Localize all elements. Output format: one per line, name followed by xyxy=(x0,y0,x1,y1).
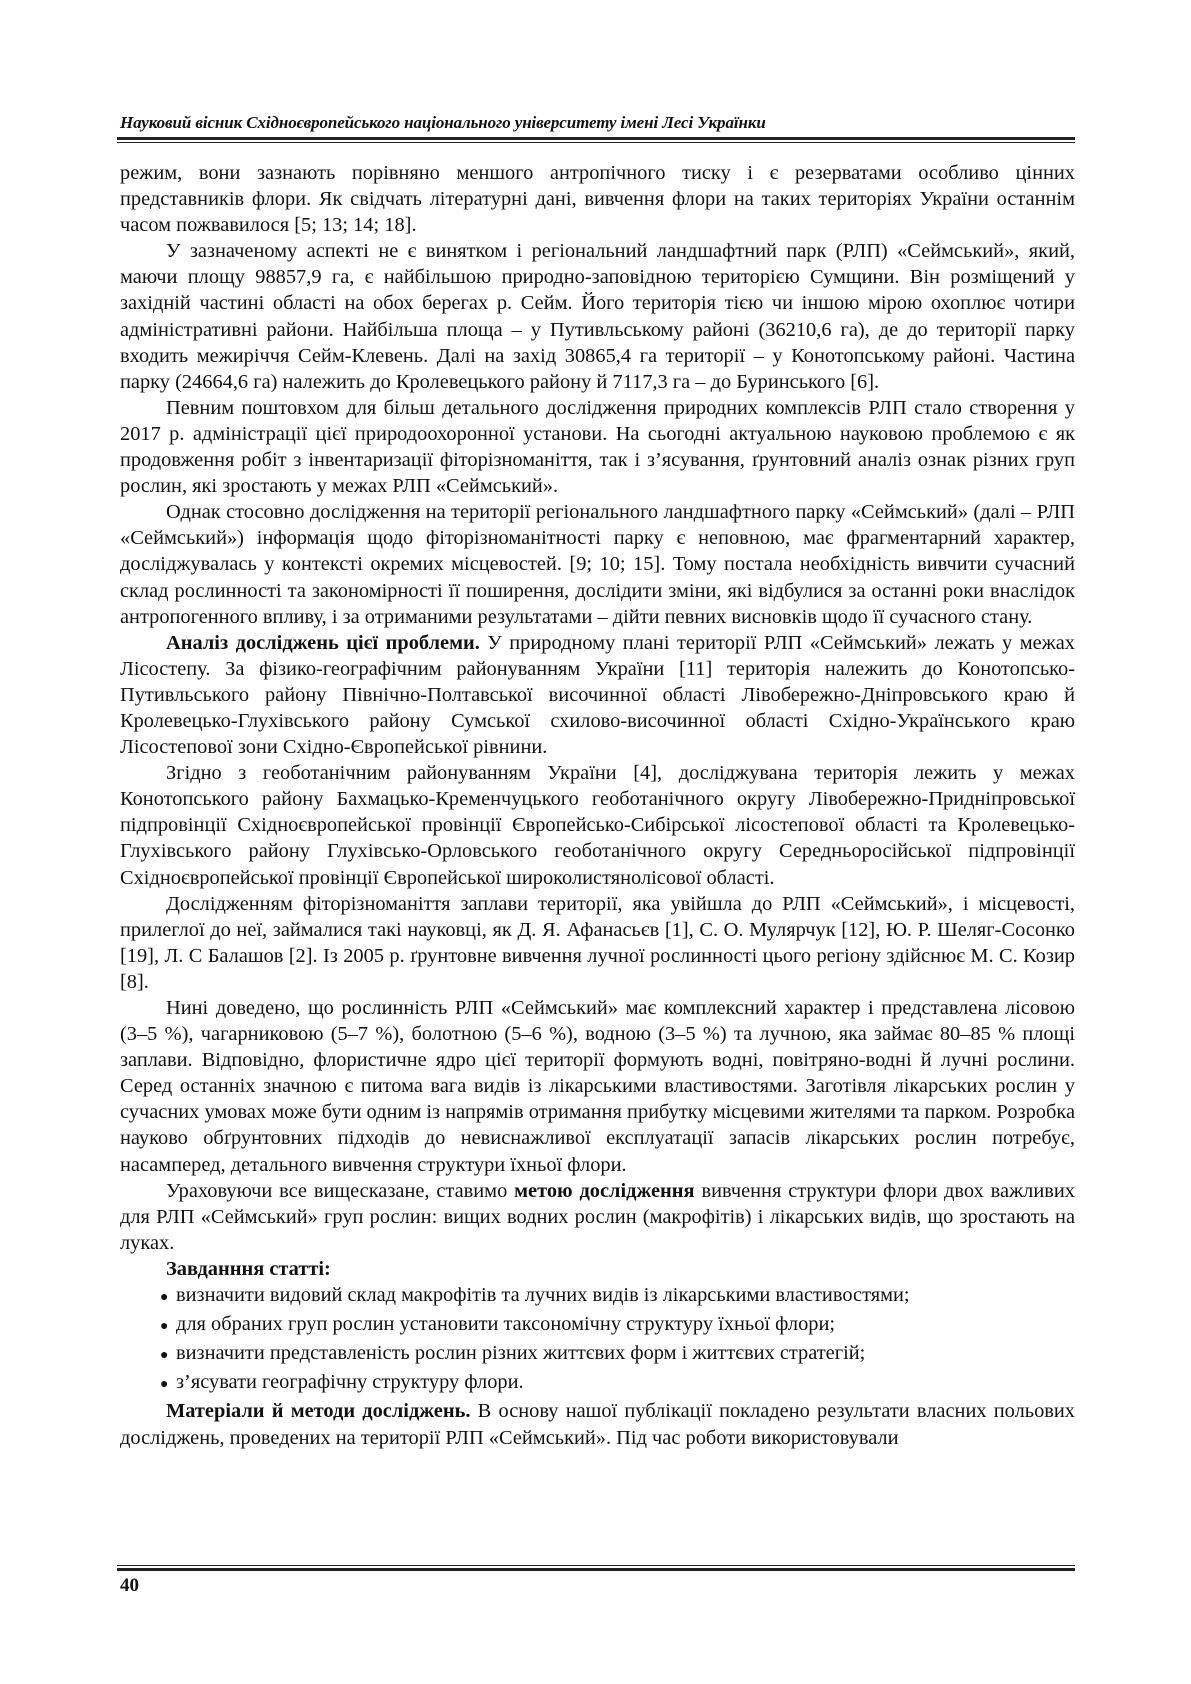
task-text: визначити представленість рослин різних життєвих форм і життєвих стратегій; xyxy=(176,1342,866,1365)
page-footer xyxy=(117,1565,1075,1597)
header-rule-thick xyxy=(117,137,1075,140)
header-rule-thin xyxy=(117,142,1075,143)
research-aim: метою дослідження xyxy=(514,1179,695,1202)
bullet-icon: ● xyxy=(160,1377,169,1393)
section-heading-methods: Матеріали й методи досліджень. xyxy=(166,1400,471,1423)
task-text: визначити видовий склад макрофітів та лучних видів із лікарськими властивостями; xyxy=(176,1284,910,1307)
page-number: 40 xyxy=(120,1575,139,1596)
tasks-heading: Завданння статті: xyxy=(166,1257,331,1280)
paragraph: У зазначеному аспекті не є винятком і регіональний ландшафтний парк (РЛП) «Сеймський», який, маючи площу 98857,9 га, є найбільшою природно-заповідною територією Сумщини. Він розміщений у західній частині області на обох берегах р. Сейм. Його територія тією чи іншою мірою охоплює чотири адміністративні райони. Найбільша площа – у Путивльському районі (36210,6 га), де до території парку входить межиріччя Сейм-Клевень. Далі на захід 30865,4 га території – у Конотопському районі. Частина парку (24664,6 га) належить до Кролевецького району й 7117,3 га – до Буринського [6]. xyxy=(120,240,1075,393)
paragraph-text: вивчення структури флори двох важливих для РЛП «Сеймський» груп рослин: вищих водних рослин (макрофітів) і лікарських видів, що зростають на луках. xyxy=(120,1179,1075,1254)
paragraph-aim xyxy=(120,1178,1075,1256)
paragraph: Однак стосовно дослідження на території регіонального ландшафтного парку «Сеймський» (далі – РЛП «Сеймський») інформація щодо фіторізноманітності парку є неповною, має фрагментарний характер, досліджувалась у контексті окремих місцевостей. [9; 10; 15]. Тому постала необхідність вивчити сучасний склад рослинності та закономірності її поширення, дослідити зміни, які відбулися за останні роки внаслідок антропогенного впливу, і за отриманими результатами – дійти певних висновків щодо її сучасного стану. xyxy=(120,501,1075,628)
article-body xyxy=(120,160,1075,1451)
list-item xyxy=(160,1311,1075,1340)
journal-title: Науковий вісник Східноєвропейського національного університету імені Лесі Українки xyxy=(120,113,766,132)
tasks-list xyxy=(120,1282,1075,1398)
paragraph-text: В основу нашої публікації покладено результати власних польових досліджень, проведених на території РЛП «Сеймський». Під час роботи використовували xyxy=(120,1400,1076,1449)
bullet-icon: ● xyxy=(160,1290,169,1306)
footer-rule-thin xyxy=(117,1565,1075,1566)
paragraph-analysis xyxy=(120,630,1075,760)
section-heading-analysis: Аналіз досліджень цієї проблеми. xyxy=(166,631,480,654)
list-item xyxy=(160,1369,1075,1398)
paragraph: режим, вони зазнають порівняно меншого антропічного тиску і є резерватами особливо цінних представників флори. Як свідчать літературні дані, вивчення флори на таких територіях України останнім часом пожвавилося [5; 13; 14; 18]. xyxy=(120,162,1075,237)
paragraph-text: У природному плані території РЛП «Сеймський» лежать у межах Лісостепу. За фізико-географічним районуванням України [11] територія належить до Конотопсько-Путивльського району Північно-Полтавської височинної області Лівобережно-Дніпровського краю й Кролевецько-Глухівського району Сумської схилово-височинної області Східно-Українського краю Лісостепової зони Східно-Європейської рівнини. xyxy=(120,631,1076,759)
bullet-icon: ● xyxy=(160,1319,169,1335)
paragraph-methods xyxy=(120,1398,1075,1450)
paragraph: Нині доведено, що рослинність РЛП «Сеймський» має комплексний характер і представлена лісовою (3–5 %), чагарниковою (5–7 %), болотною (5–6 %), водною (3–5 %) та лучною, яка займає 80–85 % площі заплави. Відповідно, флористичне ядро цієї території формують водні, повітряно-водні й лучні рослини. Серед останніх значною є питома вага видів із лікарськими властивостями. Заготівля лікарських рослин у сучасних умовах може бути одним із напрямів отримання прибутку місцевими жителями та парком. Розробка науково обґрунтовних підходів до невиснажливої експлуатації запасів лікарських рослин потребує, насамперед, детального вивчення структури їхньої флори. xyxy=(120,997,1075,1176)
task-text: з’ясувати географічну структуру флори. xyxy=(176,1371,524,1394)
footer-rule-thick xyxy=(117,1568,1075,1571)
paragraph: Дослідженням фіторізноманіття заплави території, яка увійшла до РЛП «Сеймський», і місцевості, прилеглої до неї, займалися такі науковці, як Д. Я. Афанасьєв [1], С. О. Мулярчук [12], Ю. Р. Шеляг-Сосонко [19], Л. С Балашов [2]. Із 2005 р. ґрунтовне вивчення лучної рослинності цього регіону здійснює М. С. Козир [8]. xyxy=(120,892,1075,993)
bullet-icon: ● xyxy=(160,1348,169,1364)
paragraph: Певним поштовхом для більш детального дослідження природних комплексів РЛП стало створення у 2017 р. адміністрації цієї природоохоронної установи. На сьогодні актуальною науковою проблемою є як продовження робіт з інвентаризації фіторізноманіття, так і з’ясування, ґрунтовний аналіз ознак різних груп рослин, які зростають у межах РЛП «Сеймський». xyxy=(120,396,1075,498)
list-item xyxy=(160,1340,1075,1369)
running-header xyxy=(117,113,1075,143)
paragraph-text: Ураховуючи все вищесказане, ставимо xyxy=(166,1179,515,1202)
task-text: для обраних груп рослин установити таксономічну структуру їхньої флори; xyxy=(176,1313,836,1336)
list-item xyxy=(160,1282,1075,1311)
paragraph: Згідно з геоботанічним районуванням України [4], досліджувана територія лежить у межах Конотопського району Бахмацько-Кременчуцького геоботанічного округу Лівобережно-Придніпровської підпровінції Східноєвропейської провінції Європейсько-Сибірської лісостепової області та Кролевецько-Глухівського району Глухівсько-Орловського геоботанічного округу Середньоросійської підпровінції Східноєвропейської провінції Європейської широколистянолісової області. xyxy=(120,762,1075,889)
